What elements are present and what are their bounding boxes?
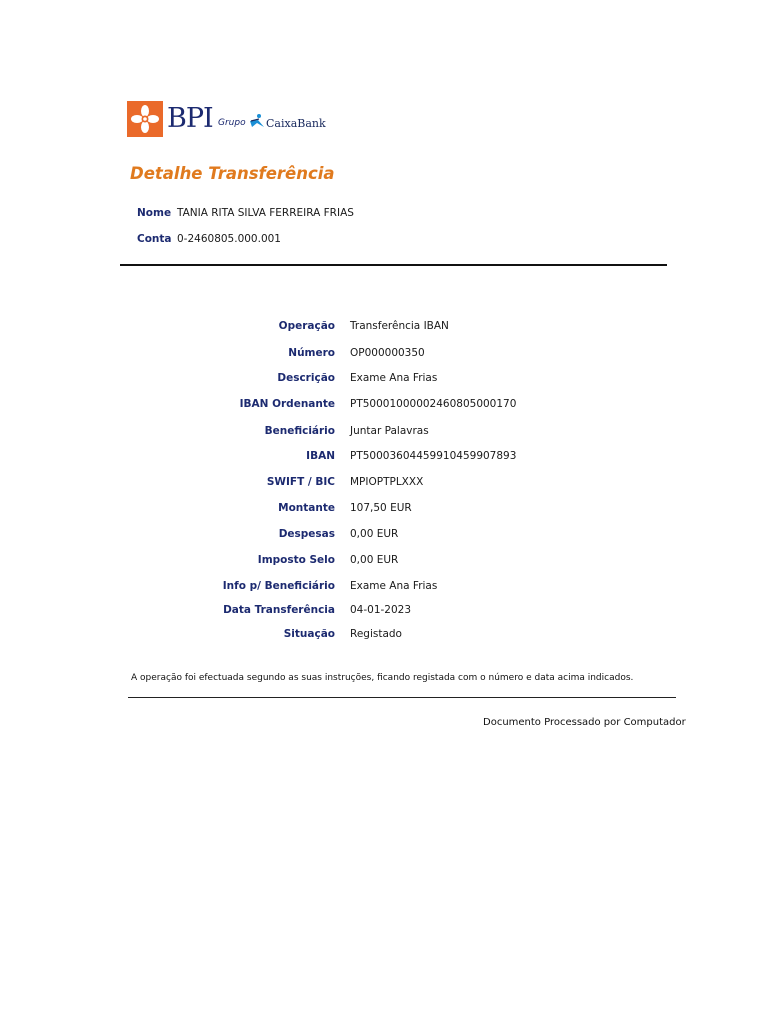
detail-value: 04-01-2023 xyxy=(350,604,412,616)
detail-value: PT50003604459910459907893 xyxy=(350,450,517,462)
detail-value: 0,00 EUR xyxy=(350,554,399,566)
detail-label: Beneficiário xyxy=(264,425,335,437)
detail-label: Info p/ Beneficiário xyxy=(222,580,335,592)
detail-row-status xyxy=(0,628,768,642)
detail-row-description xyxy=(0,372,768,386)
name-label: Nome xyxy=(137,207,172,219)
detail-row-beneficiary-info xyxy=(0,580,768,594)
bpi-logo xyxy=(127,101,213,137)
partner-name: CaixaBank xyxy=(266,117,326,130)
detail-value: 0,00 EUR xyxy=(350,528,399,540)
detail-value: OP000000350 xyxy=(350,347,425,359)
page-title: Detalhe Transferência xyxy=(130,164,335,183)
detail-label: Descrição xyxy=(277,372,335,384)
detail-label: Operação xyxy=(278,320,335,332)
detail-value: Transferência IBAN xyxy=(350,320,449,332)
caixabank-star-icon xyxy=(249,113,265,133)
detail-row-transfer-date xyxy=(0,604,768,618)
detail-row-beneficiary xyxy=(0,425,768,439)
detail-label: Data Transferência xyxy=(223,604,335,616)
divider-top xyxy=(120,264,667,266)
detail-value: Registado xyxy=(350,628,402,640)
bpi-flower-icon xyxy=(127,101,163,137)
detail-row-swift xyxy=(0,476,768,490)
detail-value: MPIOPTPLXXX xyxy=(350,476,424,488)
processed-by-computer: Documento Processado por Computador xyxy=(483,717,686,728)
detail-label: SWIFT / BIC xyxy=(266,476,335,488)
detail-label: IBAN Ordenante xyxy=(239,398,335,410)
name-value: TANIA RITA SILVA FERREIRA FRIAS xyxy=(177,207,354,219)
detail-label: Número xyxy=(288,347,335,359)
detail-row-number xyxy=(0,347,768,361)
detail-label: Despesas xyxy=(278,528,335,540)
detail-value: Exame Ana Frias xyxy=(350,580,438,592)
account-label: Conta xyxy=(137,233,172,245)
account-value: 0-2460805.000.001 xyxy=(177,233,281,245)
detail-label: IBAN xyxy=(306,450,335,462)
detail-row-operation xyxy=(0,320,768,334)
detail-label: Montante xyxy=(278,502,335,514)
divider-bottom xyxy=(128,697,676,698)
group-label: Grupo xyxy=(218,118,246,128)
bank-name: BPI xyxy=(167,103,213,134)
detail-value: 107,50 EUR xyxy=(350,502,412,514)
detail-label: Situação xyxy=(283,628,335,640)
detail-row-stamp-tax xyxy=(0,554,768,568)
detail-row-iban-ordering xyxy=(0,398,768,412)
confirmation-note: A operação foi efectuada segundo as suas instruções, ficando registada com o número e data acima indicados. xyxy=(131,673,634,683)
detail-value: PT50001000002460805000170 xyxy=(350,398,517,410)
detail-row-amount xyxy=(0,502,768,516)
detail-row-iban xyxy=(0,450,768,464)
detail-label: Imposto Selo xyxy=(257,554,335,566)
detail-value: Exame Ana Frias xyxy=(350,372,438,384)
detail-row-expenses xyxy=(0,528,768,542)
detail-value: Juntar Palavras xyxy=(350,425,429,437)
